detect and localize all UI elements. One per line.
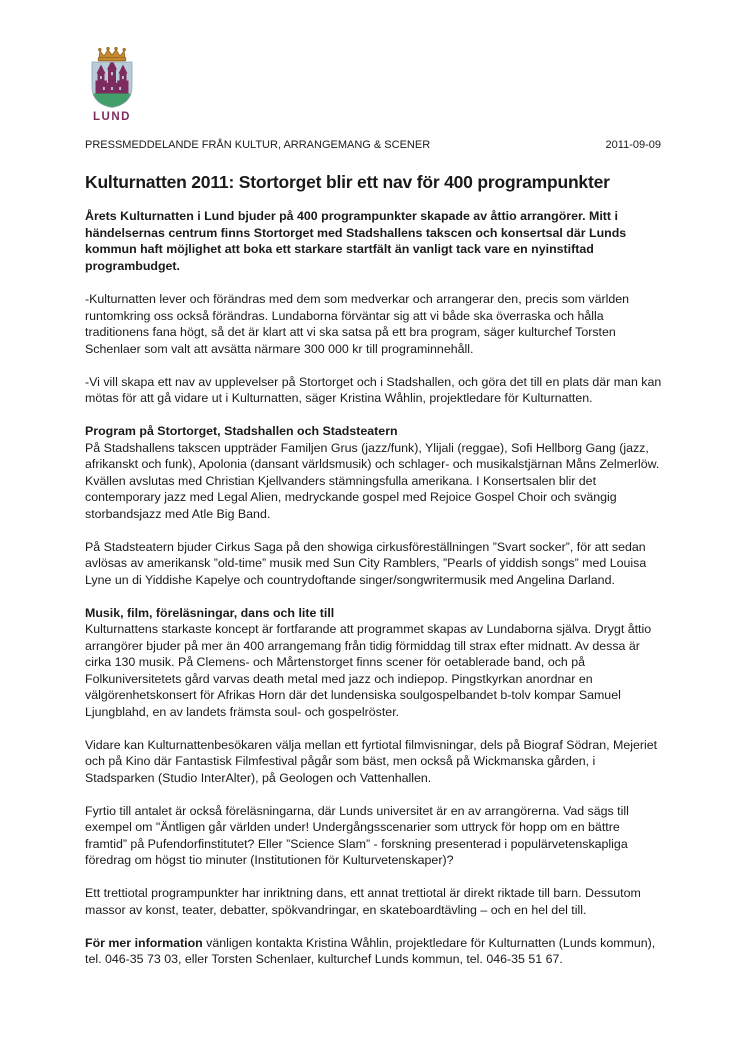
musik-paragraph-2: Vidare kan Kulturnattenbesökaren välja mellan ett fyrtiotal filmvisningar, dels på Biograf Södran, Mejeriet och på Kino där Fantastisk Filmfestival pågår som bäst, men också på Wickmanska gården, i Stadsparken (Studio InterAlter), på Geologen och Vattenhallen.	[85, 737, 658, 785]
document-header	[85, 139, 661, 151]
lund-coat-of-arms-icon	[89, 45, 135, 109]
quote-paragraph-2: -Vi vill skapa ett nav av upplevelser på Stortorget och i Stadshallen, och göra det till en plats där man kan mötas för att gå vidare ut i Kulturnatten, säger Kristina Wåhlin, projektledare för Kulturnatten.	[85, 374, 662, 405]
intro-paragraph: Årets Kulturnatten i Lund bjuder på 400 programpunkter skapade av åttio arrangörer. Mitt i händelsernas centrum finns Stortorget med Stadshallens takscen och konsertsal där Lunds kommun haft möjlighet att boka ett starkare startfält än vanligt tack vare en nyinstiftad programbudget.	[85, 209, 627, 273]
lund-logo	[87, 45, 137, 123]
header-date: 2011-09-09	[605, 139, 661, 151]
contact-lead: För mer information	[85, 935, 203, 950]
musik-paragraph-1: Kulturnattens starkaste koncept är fortfarande att programmet skapas av Lundaborna själva. Drygt åttio arrangörer bjuder på mer än 400 arrangemang från tidig förmiddag till strax efter midnatt. Av dessa är cirka 130 musik. På Clemens- och Mårtenstorget finns scener för oetablerade band, och på Folkuniversitetets gård varvas death metal med jazz och indiepop. Pingstkyrkan anordnar en välgörenhetskonsert för Afrikas Horn där det lundensiska soulgospelbandet b-tolv kompar Samuel Ljungblahd, en av landets främsta soul- och gospelröster.	[85, 622, 652, 719]
header-label: PRESSMEDDELANDE FRÅN KULTUR, ARRANGEMANG & SCENER	[85, 139, 431, 151]
section-heading-program: Program på Stortorget, Stadshallen och Stadsteatern	[85, 424, 398, 438]
document-body	[85, 172, 663, 968]
section-heading-musik: Musik, film, föreläsningar, dans och lite till	[85, 605, 335, 620]
section-program	[85, 423, 663, 522]
musik-paragraph-4: Ett trettiotal programpunkter har inriktning dans, ett annat trettiotal är direkt riktade till barn. Dessutom massor av konst, teater, debatter, spökvandringar, en skateboardtävling – och en hel del till.	[85, 886, 641, 917]
page-title: Kulturnatten 2011: Stortorget blir ett nav för 400 programpunkter	[85, 172, 610, 192]
program-paragraph-1: På Stadshallens takscen uppträder Familjen Grus (jazz/funk), Ylijali (reggae), Sofi Hellborg Gang (jazz, afrikanskt och funk), Apolonia (dansant världsmusik) och schlager- och musikalstjärnan Måns Zelmerlöw. Kvällen avslutas med Christian Kjellvanders stämningsfulla amerikana. I Konsertsalen blir det contemporary jazz med Legal Alien, medryckande gospel med Rejoice Gospel Choir och svängig storbandsjazz med Atle Big Band.	[85, 440, 660, 521]
logo-wordmark: LUND	[93, 111, 131, 123]
contact-text: vänligen kontakta Kristina Wåhlin, projektledare för Kulturnatten (Lunds kommun), tel. 046-35 73 03, eller Torsten Schenlaer, kulturchef Lunds kommun, tel. 046-35 51 67.	[85, 935, 656, 966]
section-musik	[85, 605, 663, 721]
program-paragraph-2: På Stadsteatern bjuder Cirkus Saga på den showiga cirkusföreställningen ”Svart socker”, för att sedan avlösas av amerikansk ”old-time” musik med Sun City Ramblers, ”Pearls of yiddish songs” med Louisa Lyne un di Yiddishe Kapelye och countrydoftande singer/songwritermusik med Angelina Darland.	[85, 539, 647, 587]
quote-paragraph-1: -Kulturnatten lever och förändras med dem som medverkar och arrangerar den, precis som världen runtomkring oss också förändras. Lundaborna förväntar sig att vi både ska överraska och hålla traditionens fana högt, så det är klart att vi ska satsa på ett bra program, säger kulturchef Torsten Schenlaer som valt att avsätta närmare 300 000 kr till programinnehåll.	[85, 292, 630, 356]
musik-paragraph-3: Fyrtio till antalet är också föreläsningarna, där Lunds universitet är en av arrangörerna. Vad sägs till exempel om "Äntligen går världen under! Undergångsscenarier som uttryck för hopp om en bättre framtid” på Pufendorfinstitutet? Eller ”Science Slam” - forskning presenterad i populärvetenskapliga föredrag om högst tio minuter (Institutionen för Kulturvetenskaper)?	[85, 803, 629, 867]
contact-paragraph	[85, 935, 663, 968]
